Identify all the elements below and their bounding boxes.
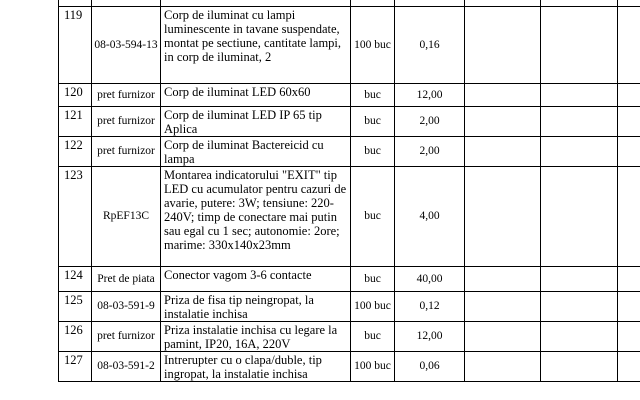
- empty-cell: [465, 322, 541, 352]
- description-cell: Corp de iluminat Bactereicid cu lampa: [161, 137, 351, 167]
- empty-cell: [618, 322, 640, 352]
- description-cell: Conector vagom 3-6 contacte: [161, 267, 351, 292]
- table-row: [59, 352, 640, 382]
- unit-cell: 100 buc: [351, 292, 395, 322]
- row-number-cell: 126: [59, 322, 92, 352]
- empty-cell: [465, 107, 541, 137]
- quantity-cell: 12,00: [395, 322, 465, 352]
- empty-cell: [541, 267, 618, 292]
- quantity-cell: 0,06: [395, 352, 465, 382]
- unit-cell: buc: [351, 137, 395, 167]
- quantity-cell: 4,00: [395, 167, 465, 267]
- table-row: [59, 322, 640, 352]
- empty-cell: [618, 7, 640, 84]
- table-row: [59, 7, 640, 84]
- table-row: [59, 84, 640, 107]
- empty-cell: [618, 137, 640, 167]
- row-number-cell: 120: [59, 84, 92, 107]
- code-cell: pret furnizor: [92, 322, 161, 352]
- row-number-cell: 124: [59, 267, 92, 292]
- empty-cell: [541, 107, 618, 137]
- empty-cell: [465, 84, 541, 107]
- quantity-cell: 40,00: [395, 267, 465, 292]
- row-number-cell: 127: [59, 352, 92, 382]
- table-row: [59, 267, 640, 292]
- description-cell: Intrerupter cu o clapa/duble, tip ingropat, la instalatie inchisa: [161, 352, 351, 382]
- row-number-cell: 121: [59, 107, 92, 137]
- empty-cell: [541, 7, 618, 84]
- code-cell: RpEF13C: [92, 167, 161, 267]
- quantity-cell: 2,00: [395, 107, 465, 137]
- unit-cell: buc: [351, 84, 395, 107]
- empty-cell: [465, 167, 541, 267]
- empty-cell: [465, 292, 541, 322]
- empty-cell: [465, 7, 541, 84]
- empty-cell: [541, 352, 618, 382]
- row-number-cell: 125: [59, 292, 92, 322]
- empty-cell: [541, 322, 618, 352]
- row-number-cell: 119: [59, 7, 92, 84]
- empty-cell: [465, 137, 541, 167]
- code-cell: 08-03-594-13: [92, 7, 161, 84]
- code-cell: pret furnizor: [92, 137, 161, 167]
- description-cell: Corp de iluminat cu lampi luminescente in tavane suspendate, montat pe sectiune, cantitate lampi, in corp de iluminat, 2: [161, 7, 351, 84]
- quantity-cell: 2,00: [395, 137, 465, 167]
- code-cell: 08-03-591-2: [92, 352, 161, 382]
- row-number-cell: 123: [59, 167, 92, 267]
- empty-cell: [541, 167, 618, 267]
- row-number-cell: 122: [59, 137, 92, 167]
- description-cell: Priza instalatie inchisa cu legare la pamint, IP20, 16A, 220V: [161, 322, 351, 352]
- unit-cell: 100 buc: [351, 352, 395, 382]
- empty-cell: [465, 352, 541, 382]
- empty-cell: [541, 292, 618, 322]
- quantity-cell: 12,00: [395, 84, 465, 107]
- table-row: [59, 167, 640, 267]
- empty-cell: [541, 137, 618, 167]
- code-cell: 08-03-591-9: [92, 292, 161, 322]
- unit-cell: buc: [351, 267, 395, 292]
- document-page: [58, 0, 618, 382]
- table-row: [59, 137, 640, 167]
- empty-cell: [618, 292, 640, 322]
- description-cell: Priza de fisa tip neingropat, la instalatie inchisa: [161, 292, 351, 322]
- empty-cell: [618, 84, 640, 107]
- quantity-cell: 0,16: [395, 7, 465, 84]
- description-cell: Montarea indicatorului "EXIT" tip LED cu acumulator pentru cazuri de avarie, putere: 3W; tensiune: 220-240V; timp de conectare mai putin sau egal cu 1 sec; autonomie: 2ore; marime: 330x140x23mm: [161, 167, 351, 267]
- empty-cell: [618, 167, 640, 267]
- estimate-table: [58, 0, 640, 382]
- quantity-cell: 0,12: [395, 292, 465, 322]
- code-cell: Pret de piata: [92, 267, 161, 292]
- empty-cell: [465, 267, 541, 292]
- table-row: [59, 107, 640, 137]
- empty-cell: [618, 107, 640, 137]
- unit-cell: buc: [351, 107, 395, 137]
- table-row: [59, 292, 640, 322]
- empty-cell: [618, 267, 640, 292]
- estimate-table-body: [59, 0, 640, 382]
- description-cell: Corp de iluminat LED 60x60: [161, 84, 351, 107]
- empty-cell: [618, 352, 640, 382]
- code-cell: pret furnizor: [92, 84, 161, 107]
- unit-cell: buc: [351, 322, 395, 352]
- code-cell: pret furnizor: [92, 107, 161, 137]
- unit-cell: 100 buc: [351, 7, 395, 84]
- empty-cell: [541, 84, 618, 107]
- description-cell: Corp de iluminat LED IP 65 tip Aplica: [161, 107, 351, 137]
- unit-cell: buc: [351, 167, 395, 267]
